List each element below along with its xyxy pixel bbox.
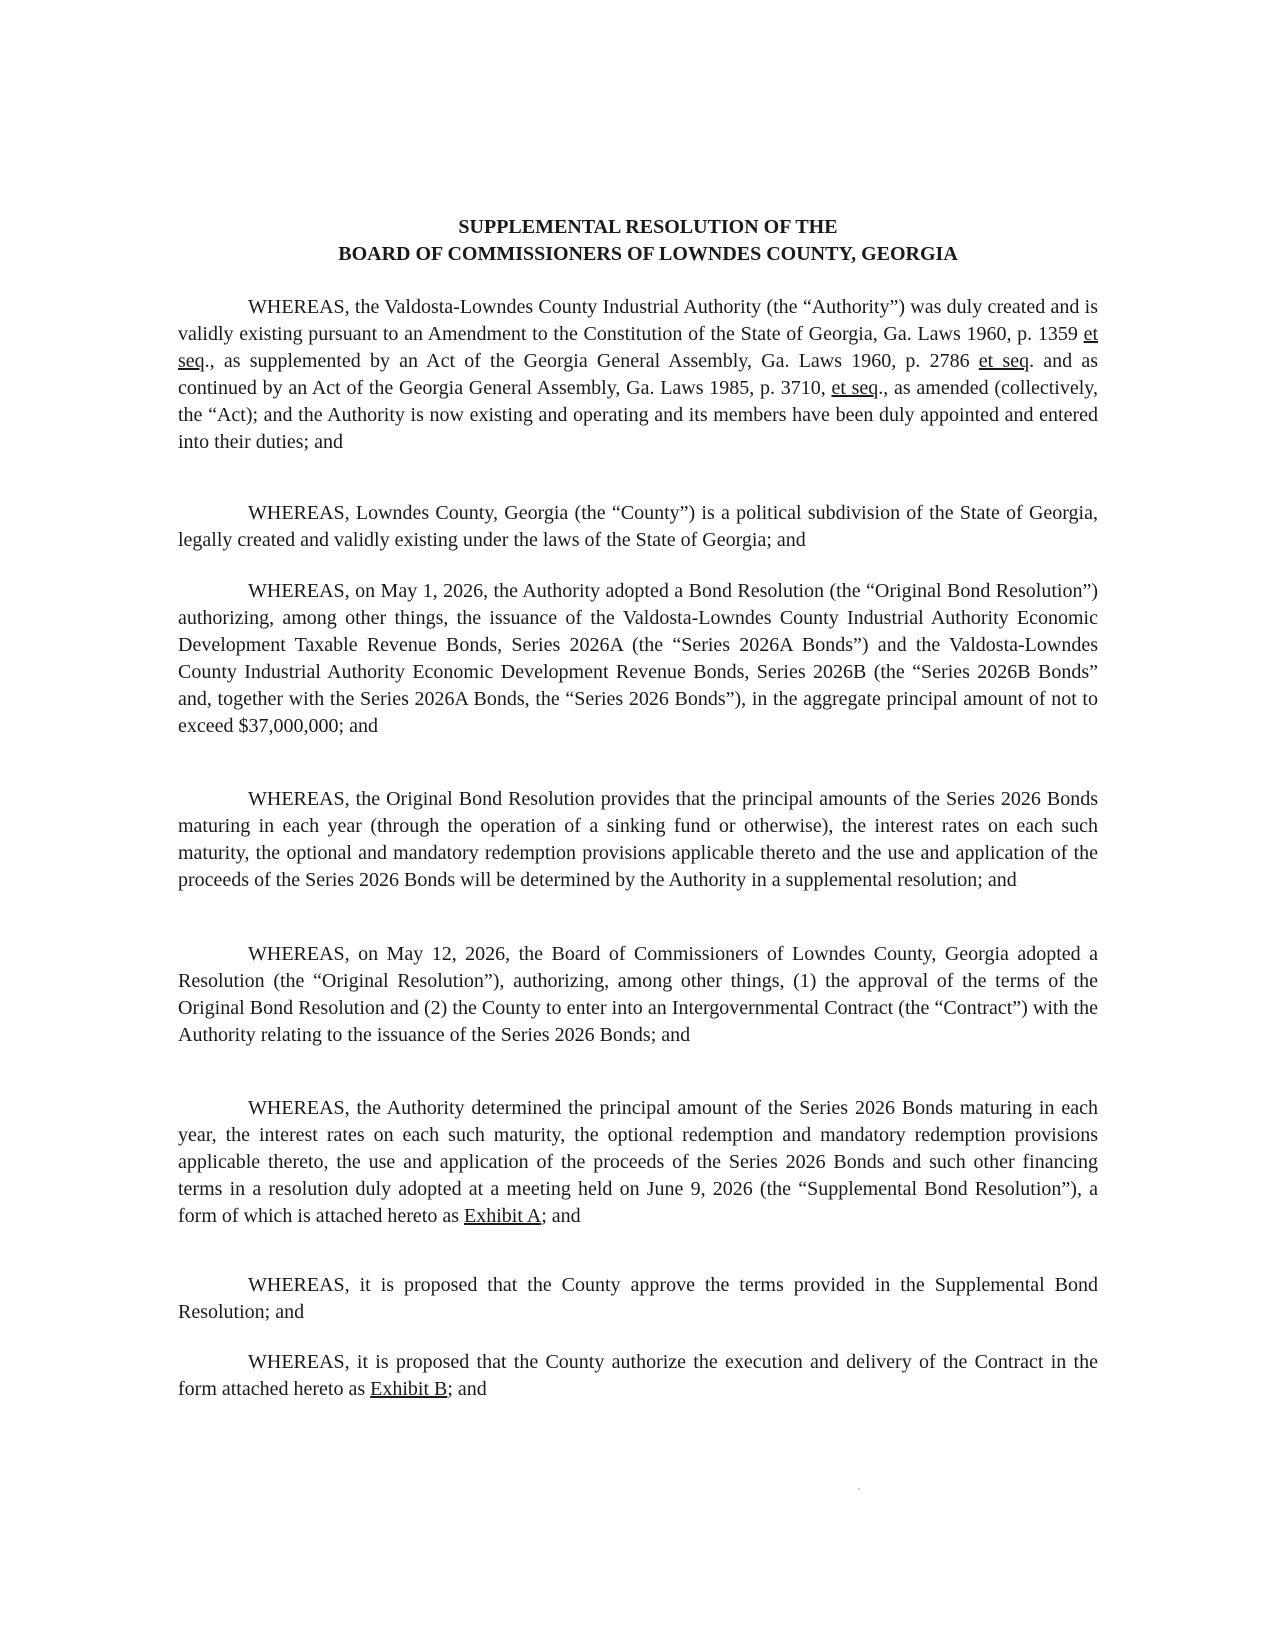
whereas-paragraph-original-resolution: WHEREAS, on May 12, 2026, the Board of Commissioners of Lowndes County, Georgia adopted a Resolution (the “Original Resolution”), authorizing, among other things, (1) the approval of the terms of the Original Bond Resolution and (2) the County to enter into an Intergovernmental Contract (the “Contract”) with the Authority relating to the issuance of the Series 2026 Bonds; and: [178, 943, 1098, 1046]
whereas-paragraph-original-bond-resolution: WHEREAS, on May 1, 2026, the Authority adopted a Bond Resolution (the “Original Bond Resolution”) authorizing, among other things, the issuance of the Valdosta-Lowndes County Industrial Authority Economic Development Taxable Revenue Bonds, Series 2026A (the “Series 2026A Bonds”) and the Valdosta-Lowndes County Industrial Authority Economic Development Revenue Bonds, Series 2026B (the “Series 2026B Bonds” and, together with the Series 2026A Bonds, the “Series 2026 Bonds”), in the aggregate principal amount of not to exceed $37,000,000; and: [178, 580, 1098, 737]
whereas-paragraph-principal-amounts: WHEREAS, the Original Bond Resolution provides that the principal amounts of the Series 2026 Bonds maturing in each year (through the operation of a sinking fund or otherwise), the interest rates on each such maturity, the optional and mandatory redemption provisions applicable thereto and the use and application of the proceeds of the Series 2026 Bonds will be determined by the Authority in a supplemental resolution; and: [178, 788, 1098, 891]
scan-speck: [858, 1488, 860, 1490]
whereas-paragraph-approve-terms: WHEREAS, it is proposed that the County approve the terms provided in the Supplemental Bond Resolution; and: [178, 1274, 1098, 1323]
exhibit-a-reference: Exhibit A: [464, 1205, 542, 1227]
whereas-paragraph-authority: WHEREAS, the Valdosta-Lowndes County Industrial Authority (the “Authority”) was duly created and is validly existing pursuant to an Amendment to the Constitution of the State of Georgia, Ga. Laws 1960, p. 1359 et seq., as supplemented by an Act of the Georgia General Assembly, Ga. Laws 1960, p. 2786 et seq. and as continued by an Act of the Georgia General Assembly, Ga. Laws 1985, p. 3710, et seq., as amended (collectively, the “Act); and the Authority is now existing and operating and its members have been duly appointed and entered into their duties; and: [178, 296, 1099, 453]
title-line-1: SUPPLEMENTAL RESOLUTION OF THE: [458, 216, 838, 238]
whereas-paragraph-contract: WHEREAS, it is proposed that the County authorize the execution and delivery of the Contract in the form attached hereto as Exhibit B; and: [178, 1351, 1098, 1400]
document-title: [168, 214, 1128, 268]
whereas-paragraph-supplemental-bond-resolution: WHEREAS, the Authority determined the principal amount of the Series 2026 Bonds maturing in each year, the interest rates on each such maturity, the optional redemption and mandatory redemption provisions applicable thereto, the use and application of the proceeds of the Series 2026 Bonds and such other financing terms in a resolution duly adopted at a meeting held on June 9, 2026 (the “Supplemental Bond Resolution”), a form of which is attached hereto as Exhibit A; and: [178, 1097, 1098, 1227]
whereas-paragraph-county: WHEREAS, Lowndes County, Georgia (the “County”) is a political subdivision of the State of Georgia, legally created and validly existing under the laws of the State of Georgia; and: [178, 502, 1098, 551]
title-line-2: BOARD OF COMMISSIONERS OF LOWNDES COUNTY, GEORGIA: [338, 243, 958, 265]
exhibit-b-reference: Exhibit B: [370, 1378, 448, 1400]
